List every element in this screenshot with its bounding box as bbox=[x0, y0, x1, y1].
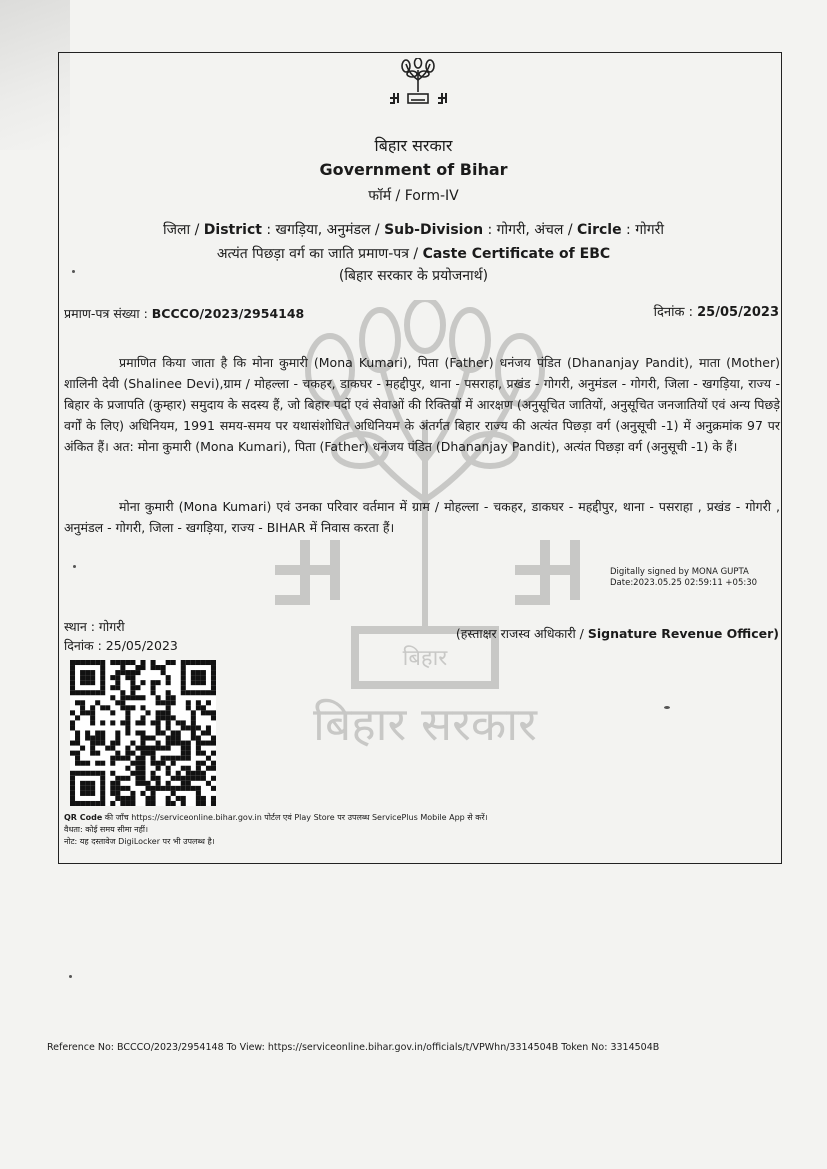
digital-signature: Digitally signed by MONA GUPTA Date:2023.05.25 02:59:11 +05:30 bbox=[610, 567, 758, 588]
svg-text:बिहार: बिहार bbox=[402, 646, 448, 671]
place-date-block: स्थान : गोगरी दिनांक : 25/05/2023 bbox=[64, 619, 178, 653]
purpose-line: (बिहार सरकार के प्रयोजनार्थ) bbox=[338, 268, 489, 284]
speck bbox=[72, 270, 75, 273]
certificate-title: अत्यंत पिछड़ा वर्ग का जाति प्रमाण-पत्र / Caste Certificate of EBC bbox=[216, 246, 611, 262]
svg-text:बिहार सरकार: बिहार सरकार bbox=[313, 697, 537, 751]
signature-officer: (हस्ताक्षर राजस्व अधिकारी / Signature Revenue Officer) bbox=[455, 626, 779, 641]
certificate-number: प्रमाण-पत्र संख्या : BCCCO/2023/2954148 bbox=[64, 306, 305, 321]
notes-block: QR Code की जाँच https://serviceonline.bihar.gov.in पोर्टल एवं Play Store पर उपलब्ध ServicePlus Mobile App से करें। वैधता: कोई समय सीमा नहीं। नोट: यह दस्तावेज DigiLocker पर भी उपलब्ध है। bbox=[64, 813, 488, 846]
certificate-date: दिनांक : 25/05/2023 bbox=[653, 305, 779, 320]
speck bbox=[664, 706, 670, 709]
residence-paragraph: मोना कुमारी (Mona Kumari) एवं उनका परिवार वर्तमान में ग्राम / मोहल्ला - चकहर, डाकघर - महद्दीपुर, थाना - पसराहा , प्रखंड - गोगरी , अनुमंडल - गोगरी, जिला - खगड़िया, राज्य - BIHAR में निवास करता हैं। bbox=[64, 499, 780, 535]
form-label: फॉर्म / Form-IV bbox=[368, 188, 459, 204]
location-line: जिला / District : खगड़िया, अनुमंडल / Sub-Division : गोगरी, अंचल / Circle : गोगरी bbox=[163, 222, 664, 238]
speck bbox=[73, 565, 76, 568]
speck bbox=[69, 975, 72, 978]
bihar-emblem-logo bbox=[386, 58, 450, 110]
header-english-title: Government of Bihar bbox=[319, 160, 508, 179]
header-hindi-title: बिहार सरकार bbox=[374, 136, 453, 155]
reference-footer: Reference No: BCCCO/2023/2954148 To View: https://serviceonline.bihar.gov.in/officials/t/VPWhn/3314504B Token No: 3314504B bbox=[47, 1042, 660, 1053]
qr-code[interactable] bbox=[70, 660, 216, 806]
certification-paragraph: प्रमाणित किया जाता है कि मोना कुमारी (Mona Kumari), पिता (Father) धनंजय पंडित (Dhananjay Pandit), माता (Mother) शालिनी देवी (Shalinee Devi),ग्राम / मोहल्ला - चकहर, डाकघर - महद्दीपुर, थाना - पसराहा, प्रखंड - गोगरी, अनुमंडल - गोगरी, जिला - खगड़िया, राज्य - बिहार के प्रजापति (कुम्हार) समुदाय के सदस्य हैं, जो बिहार पदों एवं सेवाओं की रिक्तियों में आरक्षण (अनुसूचित जातियों, अनुसूचित जनजातियों एवं अन्य पिछड़े वर्गों के लिए) अधिनियम, 1991 समय-समय पर यथासंशोधित अधिनियम के अंतर्गत बिहार राज्य की अत्यंत पिछड़ा वर्ग (अनुसूची -1) में अनुक्रमांक 97 पर अंकित हैं। अत: मोना कुमारी (Mona Kumari), पिता (Father) धनंजय पंडित (Dhananjay Pandit), अत्यंत पिछड़ा वर्ग (अनुसूची -1) के हैं। bbox=[64, 355, 780, 454]
